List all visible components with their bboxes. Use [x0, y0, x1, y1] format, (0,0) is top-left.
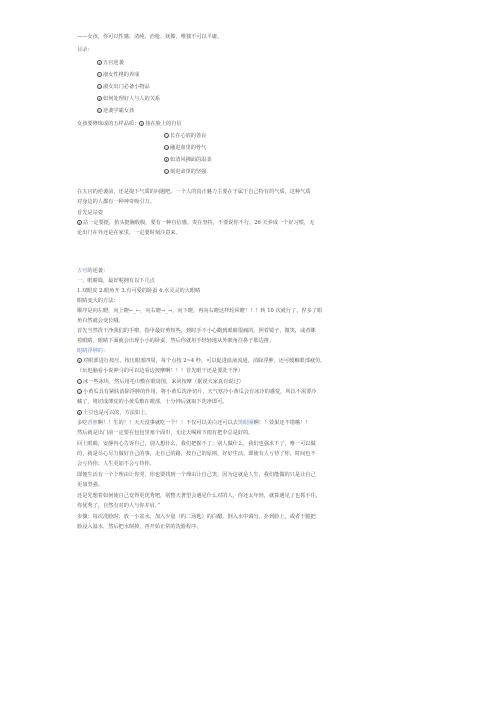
qualities-title: 女孩要修炼成的五样品质：1 扬在脸上的自信 — [77, 121, 182, 127]
paragraph-line: 1 对眼部进行按压，按压眼部四周，每个点按 2~4 秒，可以促进血液流通，消除浮肿，还可缓解眼部疲劳。 — [78, 358, 326, 364]
quality-item-2: 2 长在心底的善良 — [165, 133, 207, 139]
intro-line: ——女孩，你可以性感、清纯、治枪、妩媚，唯独不可以平庸。 — [77, 34, 223, 40]
paragraph-line: 4 土豆也是可以的，方法如上。 — [78, 410, 151, 416]
paragraph-line: 2 冰一些冰块，然后用毛巾敷在眼周围，来回按摩（据说大家真有说过） — [78, 379, 244, 385]
five-features-link[interactable]: 五官 — [77, 268, 88, 274]
paragraph-line: 的，就是尽心尽力做好自己的事，走自己的路，按自己的原则，好好生活。即使有人亏待了你，时间也不 — [77, 451, 316, 457]
toc-item-4: 4 如何处理好人与人的关系 — [98, 96, 161, 102]
quality-item-5: 5 刻进命里的坚强 — [165, 169, 207, 175]
paragraph-line: （玩电脑看小说神马的可以边看边按摩啊！！！首先眼干还是要洗干净） — [77, 368, 244, 374]
paragraph-line: 回上眼睛，安静内心告诉自己，别人想什么，我们把握不了；别人做什么，我们也强求不了，唯一可以做 — [77, 441, 316, 447]
paragraph-line: 多吃香蕉啊！！生的！！天天没事就吃一个！！不仅可以美白还可以去黑眼圈啊！！效果还不错哦！！ — [77, 420, 311, 426]
number-5-icon: 5 — [165, 170, 168, 175]
paragraph-line: 顺序是向左瞪，向上瞪←_←，向右瞪→_→，向下瞪，再向右瞪这样轮回瞪！！！转 10 次就行了，捏多了眼 — [77, 308, 323, 314]
number-1-icon: 1 — [140, 122, 144, 127]
quality-item-4: 4 如清风拂面的温柔 — [165, 157, 212, 163]
eye-title: 一、眼睛篇，最好呢拥有以下几点 — [77, 278, 155, 284]
toc-title: 目录： — [77, 47, 93, 53]
paragraph-line: 角白然就会变长哦。 — [77, 318, 124, 324]
paragraph-line: 还是先想着如何使自己变得更优秀吧，别整天著望会遇见什么对的人，你还太年轻，就算遇见了也抓不住， — [77, 493, 321, 499]
number-1-icon: 1 — [78, 359, 81, 364]
eye-list: 1.双眼皮 2.眼角开 3.有可爱的卧蚕 4.水灵灵的大眼睛 — [77, 288, 201, 294]
quality-item-3: 3 融进血里的骨气 — [165, 145, 207, 151]
paragraph-line: 首先是站姿 — [77, 210, 103, 216]
number-3-icon: 3 — [98, 85, 101, 90]
number-2-icon: 2 — [78, 380, 81, 385]
paragraph-line: 会亏待你；人生更加不会亏待你。 — [77, 461, 155, 467]
paragraph-line: 1 站一定要挺，抬头挺胸收腹，要有一种自信感。贵在坚持，不要说你不行，26 天养成一个好习惯，无 — [78, 220, 315, 226]
eye-subtitle: 眼睛变大的方法： — [77, 298, 119, 304]
paragraph-line: 3 小黄瓜具有紧肤消除浮肿的作用，将小黄瓜洗净切片，天气寒冷小黄瓜会有冰冷的感觉，所以不需要冷 — [78, 389, 317, 395]
number-5-icon: 5 — [98, 109, 101, 114]
toc-item-3: 3 淑女出门必备小物品 — [98, 84, 150, 90]
toc-item-5: 5 逆袭学霸女孩 — [98, 108, 135, 114]
paragraph-line: 首先当然洗干净我们的手啦，指甲最好剪短些，到时手不小心戳到眼睛很痛的。照着镜子，微笑，或者眯 — [77, 328, 316, 334]
paragraph-line: 对身边的人都有一种神奇吸引力。 — [77, 199, 155, 205]
number-4-icon: 4 — [78, 411, 81, 416]
toc-item-2: 2 淑女性格的养成 — [98, 72, 140, 78]
paragraph-line: 然后就是出门前一定要在包包里塞个面巾，无论天喝和下雨有把伞总是好的。 — [77, 430, 254, 436]
number-1-icon: 1 — [78, 221, 81, 226]
paragraph-line: 论出门在外还是在家里，一定要时刻注意来。 — [77, 230, 181, 236]
banana-link[interactable]: 香蕉 — [87, 420, 98, 426]
paragraph-line: 更加坚强。 — [77, 482, 103, 488]
toc-item-1: 1 五官逆袭 — [98, 60, 124, 66]
paragraph-line: 藏了，将切成薄皮的小黄瓜敷在眼部，十分钟后就取下洗净即可。 — [77, 399, 228, 405]
number-2-icon: 2 — [98, 73, 101, 78]
number-3-icon: 3 — [165, 146, 168, 151]
section-heading: 五官的逆袭： — [77, 268, 109, 274]
paragraph-line: 你优秀了，自然有对的人与你并肩。” — [77, 503, 161, 509]
number-3-icon: 3 — [78, 390, 81, 395]
paragraph-line: 着眼睛，眼睛下面就会出现小小的卧蚕，然后你就用手轻轻地从外眼角往鼻子那边推。 — [77, 338, 275, 344]
number-2-icon: 2 — [165, 134, 168, 139]
paragraph-line: 脸浸入温水，然后把水倒掉，再开始正常的洗脸程序。 — [77, 524, 202, 530]
number-4-icon: 4 — [98, 97, 101, 102]
paragraph-line: 在五官的逆袭前，还是提下气质的问题吧。一个人的真正魅力主要在于属于自己特有的气质，这种气质 — [77, 189, 311, 195]
number-1-icon: 1 — [98, 61, 101, 66]
dark-circles-link[interactable]: 黑眼圈 — [237, 420, 254, 426]
paragraph-line: 步骤：每次洗脸时，放一小盆水，加入少量（约二汤匙）的白醋。倒入水中调匀，扑到脸上，或者干脆把 — [77, 514, 316, 520]
number-4-icon: 4 — [165, 158, 168, 163]
paragraph-line: 即便生活有一个个理由让你哭，你也要找到一个理由让自己笑，因为这就是人生，我们能做的只是让自己 — [77, 472, 316, 478]
eye-puffiness-link[interactable]: 眼睛浮肿的： — [77, 348, 109, 354]
